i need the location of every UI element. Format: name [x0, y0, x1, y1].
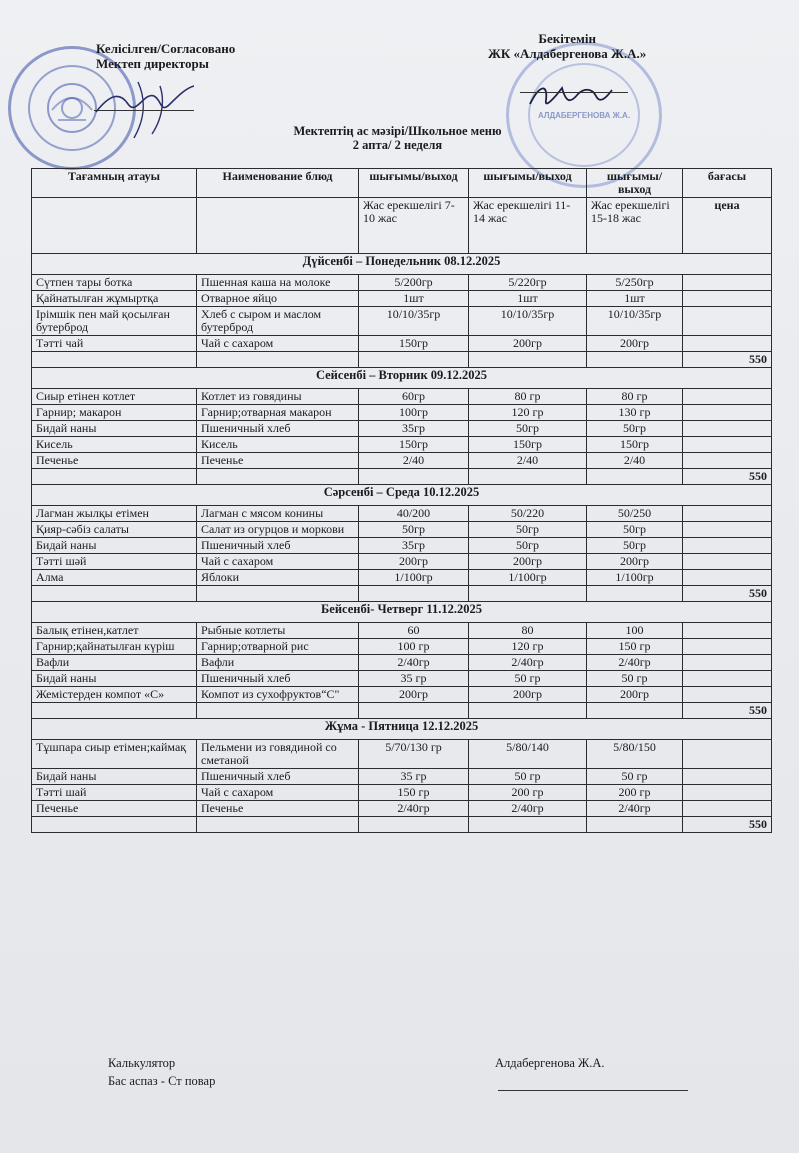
dish-name-ru: Кисель	[197, 437, 359, 453]
dish-name-kk: Тәтті шай	[32, 785, 197, 801]
price-row-empty	[469, 586, 587, 602]
price-row-empty	[32, 586, 197, 602]
day-header-row	[32, 485, 772, 506]
portion-15-18: 50гр	[587, 522, 683, 538]
price-cell	[683, 655, 772, 671]
portion-15-18: 200гр	[587, 336, 683, 352]
table-row	[32, 336, 772, 352]
dish-name-ru: Пельмени из говядиной со сметаной	[197, 740, 359, 769]
price-row-empty	[32, 469, 197, 485]
portion-15-18: 2/40гр	[587, 801, 683, 817]
price-cell	[683, 336, 772, 352]
portion-11-14: 2/40	[469, 453, 587, 469]
agreed-label: Келісілген/Согласовано	[96, 41, 236, 56]
portion-7-10: 35 гр	[359, 769, 469, 785]
portion-7-10: 150гр	[359, 336, 469, 352]
director-label: Мектеп директоры	[96, 56, 209, 71]
approver-signature-line	[520, 92, 628, 93]
price-cell	[683, 623, 772, 639]
table-row	[32, 538, 772, 554]
table-row	[32, 570, 772, 586]
price-row-empty	[587, 703, 683, 719]
dish-name-kk: Гарнир; макарон	[32, 405, 197, 421]
price-cell	[683, 785, 772, 801]
price-cell	[683, 405, 772, 421]
price-cell	[683, 671, 772, 687]
portion-11-14: 50/220	[469, 506, 587, 522]
subheader-age-7-10: Жас ерекшелігі 7-10 жас	[359, 198, 469, 254]
portion-7-10: 2/40	[359, 453, 469, 469]
price-cell	[683, 522, 772, 538]
dish-name-kk: Сүтпен тары ботка	[32, 275, 197, 291]
dish-name-kk: Кисель	[32, 437, 197, 453]
portion-11-14: 150гр	[469, 437, 587, 453]
table-row	[32, 522, 772, 538]
chef-signature-line	[498, 1090, 688, 1091]
dish-name-kk: Қияр-сәбіз салаты	[32, 522, 197, 538]
portion-7-10: 60	[359, 623, 469, 639]
table-row	[32, 437, 772, 453]
table-row	[32, 405, 772, 421]
dish-name-kk: Бидай наны	[32, 538, 197, 554]
price-row	[32, 469, 772, 485]
subheader-age-15-18: Жас ерекшелігі 15-18 жас	[587, 198, 683, 254]
portion-11-14: 10/10/35гр	[469, 307, 587, 336]
dish-name-kk: Сиыр етінен котлет	[32, 389, 197, 405]
portion-15-18: 200гр	[587, 687, 683, 703]
price-cell	[683, 740, 772, 769]
price-row-empty	[469, 817, 587, 833]
dish-name-ru: Печенье	[197, 453, 359, 469]
price-cell	[683, 453, 772, 469]
price-row-empty	[587, 469, 683, 485]
price-row-empty	[197, 817, 359, 833]
day-header-row	[32, 719, 772, 740]
table-row	[32, 769, 772, 785]
price-cell	[683, 291, 772, 307]
title-line-2: 2 апта/ 2 неделя	[352, 138, 443, 152]
portion-11-14: 200 гр	[469, 785, 587, 801]
day-title: Сәрсенбі – Среда 10.12.2025	[32, 485, 772, 506]
dish-name-kk: Печенье	[32, 453, 197, 469]
portion-7-10: 2/40гр	[359, 801, 469, 817]
price-row-empty	[469, 469, 587, 485]
portion-15-18: 50 гр	[587, 769, 683, 785]
price-row-empty	[469, 352, 587, 368]
portion-11-14: 5/80/140	[469, 740, 587, 769]
price-row-empty	[197, 586, 359, 602]
portion-11-14: 200гр	[469, 687, 587, 703]
day-price: 550	[683, 352, 772, 368]
price-row	[32, 352, 772, 368]
dish-name-kk: Тәтті шәй	[32, 554, 197, 570]
table-row	[32, 389, 772, 405]
day-title: Сейсенбі – Вторник 09.12.2025	[32, 368, 772, 389]
director-signature-line	[94, 110, 194, 111]
portion-7-10: 5/200гр	[359, 275, 469, 291]
portion-15-18: 1шт	[587, 291, 683, 307]
portion-11-14: 50 гр	[469, 671, 587, 687]
portion-7-10: 60гр	[359, 389, 469, 405]
table-row	[32, 623, 772, 639]
table-subheader-row	[32, 198, 772, 254]
price-row	[32, 586, 772, 602]
table-row	[32, 421, 772, 437]
dish-name-ru: Пшеничный хлеб	[197, 538, 359, 554]
price-cell	[683, 570, 772, 586]
dish-name-ru: Яблоки	[197, 570, 359, 586]
price-row-empty	[587, 586, 683, 602]
table-row	[32, 453, 772, 469]
day-price: 550	[683, 817, 772, 833]
calculator-label: Калькулятор	[108, 1056, 176, 1070]
portion-7-10: 35гр	[359, 538, 469, 554]
portion-15-18: 2/40гр	[587, 655, 683, 671]
price-cell	[683, 421, 772, 437]
price-row-empty	[197, 703, 359, 719]
table-row	[32, 801, 772, 817]
table-row	[32, 506, 772, 522]
agreed-block	[96, 41, 235, 71]
portion-15-18: 50/250	[587, 506, 683, 522]
chef-label: Бас аспаз - Ст повар	[108, 1074, 216, 1088]
price-row-empty	[469, 703, 587, 719]
portion-11-14: 50 гр	[469, 769, 587, 785]
subheader-age-11-14: Жас ерекшелігі 11-14 жас	[469, 198, 587, 254]
price-cell	[683, 506, 772, 522]
table-row	[32, 639, 772, 655]
price-row-empty	[359, 817, 469, 833]
dish-name-ru: Чай с сахаром	[197, 785, 359, 801]
dish-name-ru: Хлеб с сыром и маслом бутерброд	[197, 307, 359, 336]
portion-7-10: 10/10/35гр	[359, 307, 469, 336]
chef-name: Алдабергенова Ж.А.	[495, 1056, 605, 1070]
dish-name-ru: Рыбные котлеты	[197, 623, 359, 639]
dish-name-kk: Гарнир;қайнатылған күріш	[32, 639, 197, 655]
price-row-empty	[32, 703, 197, 719]
portion-11-14: 2/40гр	[469, 801, 587, 817]
day-price: 550	[683, 586, 772, 602]
portion-15-18: 5/80/150	[587, 740, 683, 769]
dish-name-ru: Лагман с мясом конины	[197, 506, 359, 522]
portion-11-14: 80	[469, 623, 587, 639]
day-header-row	[32, 254, 772, 275]
footer-right	[495, 1054, 605, 1072]
price-cell	[683, 801, 772, 817]
portion-11-14: 120 гр	[469, 405, 587, 421]
price-row-empty	[587, 817, 683, 833]
menu-table	[31, 168, 772, 833]
portion-7-10: 50гр	[359, 522, 469, 538]
dish-name-kk: Жемістерден компот «С»	[32, 687, 197, 703]
portion-11-14: 50гр	[469, 421, 587, 437]
portion-11-14: 80 гр	[469, 389, 587, 405]
subheader-empty-1	[32, 198, 197, 254]
dish-name-kk: Бидай наны	[32, 671, 197, 687]
portion-15-18: 5/250гр	[587, 275, 683, 291]
approved-block	[488, 31, 646, 61]
header-price: бағасы	[683, 169, 772, 198]
portion-7-10: 100 гр	[359, 639, 469, 655]
price-row-empty	[359, 586, 469, 602]
header-ru: Наименование блюд	[197, 169, 359, 198]
dish-name-kk: Қайнатылған жұмыртқа	[32, 291, 197, 307]
footer-left	[108, 1054, 215, 1090]
portion-7-10: 1/100гр	[359, 570, 469, 586]
price-cell	[683, 769, 772, 785]
table-row	[32, 275, 772, 291]
dish-name-ru: Котлет из говядины	[197, 389, 359, 405]
dish-name-ru: Пшеничный хлеб	[197, 769, 359, 785]
portion-7-10: 35 гр	[359, 671, 469, 687]
portion-7-10: 200гр	[359, 554, 469, 570]
dish-name-ru: Чай с сахаром	[197, 554, 359, 570]
table-row	[32, 291, 772, 307]
dish-name-ru: Вафли	[197, 655, 359, 671]
price-cell	[683, 437, 772, 453]
day-title: Бейсенбі- Четверг 11.12.2025	[32, 602, 772, 623]
subheader-price: цена	[683, 198, 772, 254]
portion-7-10: 100гр	[359, 405, 469, 421]
dish-name-kk: Лагман жылқы етімен	[32, 506, 197, 522]
portion-7-10: 1шт	[359, 291, 469, 307]
price-cell	[683, 538, 772, 554]
portion-7-10: 200гр	[359, 687, 469, 703]
portion-7-10: 35гр	[359, 421, 469, 437]
price-cell	[683, 554, 772, 570]
portion-15-18: 200 гр	[587, 785, 683, 801]
price-row-empty	[197, 352, 359, 368]
table-row	[32, 671, 772, 687]
day-header-row	[32, 602, 772, 623]
portion-7-10: 150гр	[359, 437, 469, 453]
portion-15-18: 50гр	[587, 538, 683, 554]
price-row-empty	[359, 703, 469, 719]
table-row	[32, 307, 772, 336]
header-out1: шығымы/выход	[359, 169, 469, 198]
portion-11-14: 50гр	[469, 522, 587, 538]
day-title: Жұма - Пятница 12.12.2025	[32, 719, 772, 740]
price-row	[32, 817, 772, 833]
price-row-empty	[197, 469, 359, 485]
price-cell	[683, 687, 772, 703]
table-row	[32, 687, 772, 703]
portion-11-14: 1шт	[469, 291, 587, 307]
portion-15-18: 150 гр	[587, 639, 683, 655]
portion-7-10: 40/200	[359, 506, 469, 522]
price-row-empty	[359, 352, 469, 368]
approver-name: ЖК «Алдабергенова Ж.А.»	[488, 46, 647, 61]
portion-11-14: 200гр	[469, 336, 587, 352]
dish-name-ru: Отварное яйцо	[197, 291, 359, 307]
portion-15-18: 10/10/35гр	[587, 307, 683, 336]
portion-15-18: 1/100гр	[587, 570, 683, 586]
price-cell	[683, 639, 772, 655]
table-row	[32, 740, 772, 769]
approved-label: Бекітемін	[538, 31, 596, 46]
dish-name-kk: Балық етінен,катлет	[32, 623, 197, 639]
portion-7-10: 5/70/130 гр	[359, 740, 469, 769]
price-row-empty	[32, 817, 197, 833]
stamp-text: АЛДАБЕРГЕНОВА Ж.А.	[537, 110, 631, 120]
dish-name-ru: Компот из сухофруктов“С"	[197, 687, 359, 703]
portion-11-14: 200гр	[469, 554, 587, 570]
table-row	[32, 655, 772, 671]
dish-name-kk: Тұшпара сиыр етімен;каймақ	[32, 740, 197, 769]
dish-name-ru: Пшенная каша на молоке	[197, 275, 359, 291]
table-row	[32, 554, 772, 570]
portion-15-18: 80 гр	[587, 389, 683, 405]
dish-name-ru: Салат из огурцов и моркови	[197, 522, 359, 538]
price-row-empty	[359, 469, 469, 485]
portion-11-14: 1/100гр	[469, 570, 587, 586]
price-cell	[683, 275, 772, 291]
portion-11-14: 2/40гр	[469, 655, 587, 671]
table-row	[32, 785, 772, 801]
approver-signature	[526, 78, 616, 118]
dish-name-ru: Гарнир;отварной рис	[197, 639, 359, 655]
price-row-empty	[32, 352, 197, 368]
page-title	[0, 124, 795, 152]
dish-name-kk: Алма	[32, 570, 197, 586]
portion-11-14: 120 гр	[469, 639, 587, 655]
dish-name-ru: Пшеничный хлеб	[197, 671, 359, 687]
header-out3: шығымы/выход	[587, 169, 683, 198]
portion-7-10: 150 гр	[359, 785, 469, 801]
dish-name-kk: Бидай наны	[32, 769, 197, 785]
dish-name-ru: Гарнир;отварная макарон	[197, 405, 359, 421]
day-price: 550	[683, 469, 772, 485]
dish-name-kk: Печенье	[32, 801, 197, 817]
portion-15-18: 130 гр	[587, 405, 683, 421]
dish-name-ru: Чай с сахаром	[197, 336, 359, 352]
dish-name-ru: Печенье	[197, 801, 359, 817]
title-line-1: Мектептің ас мәзірі/Школьное меню	[293, 124, 502, 138]
portion-15-18: 150гр	[587, 437, 683, 453]
dish-name-kk: Бидай наны	[32, 421, 197, 437]
portion-15-18: 100	[587, 623, 683, 639]
price-cell	[683, 307, 772, 336]
day-header-row	[32, 368, 772, 389]
day-price: 550	[683, 703, 772, 719]
table-header-row	[32, 169, 772, 198]
portion-7-10: 2/40гр	[359, 655, 469, 671]
portion-15-18: 2/40	[587, 453, 683, 469]
dish-name-kk: Тәтті чай	[32, 336, 197, 352]
price-cell	[683, 389, 772, 405]
price-row	[32, 703, 772, 719]
portion-15-18: 50 гр	[587, 671, 683, 687]
portion-11-14: 5/220гр	[469, 275, 587, 291]
dish-name-kk: Ірімшік пен май қосылған бутерброд	[32, 307, 197, 336]
price-row-empty	[587, 352, 683, 368]
portion-15-18: 200гр	[587, 554, 683, 570]
day-title: Дүйсенбі – Понедельник 08.12.2025	[32, 254, 772, 275]
header-kk: Тағамның атауы	[32, 169, 197, 198]
dish-name-ru: Пшеничный хлеб	[197, 421, 359, 437]
header-out2: шығымы/выход	[469, 169, 587, 198]
portion-11-14: 50гр	[469, 538, 587, 554]
portion-15-18: 50гр	[587, 421, 683, 437]
subheader-empty-2	[197, 198, 359, 254]
dish-name-kk: Вафли	[32, 655, 197, 671]
